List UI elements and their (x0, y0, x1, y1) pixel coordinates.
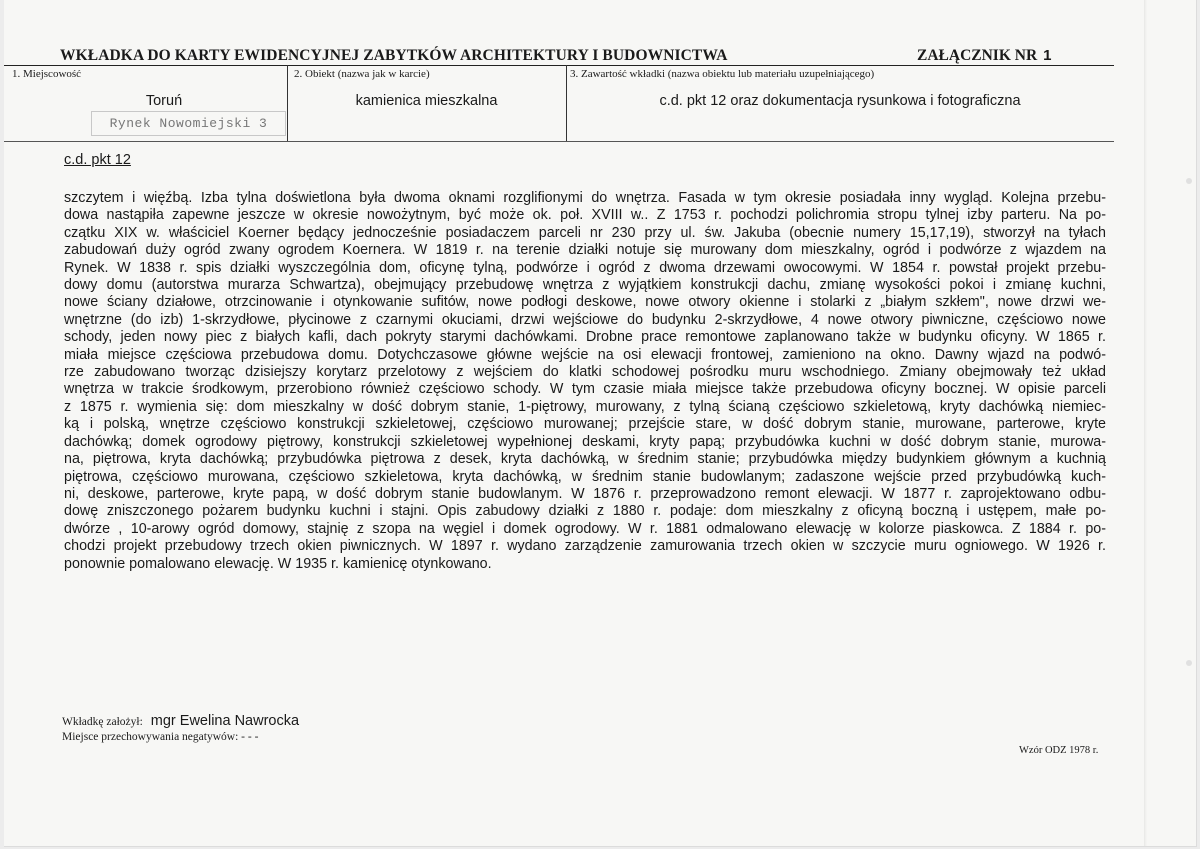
field-value-locality: Toruń (145, 93, 183, 109)
body-line: dachówką; domek ogrodowy piętrowy, konstrukcji szkieletowej wypełnionej deskami, kryty papą; przybudówka kuchni w dość dobrym stanie, murowa- (64, 433, 1106, 450)
body-line: ponownie pomalowano elewację. W 1935 r. kamienicę otynkowano. (64, 555, 492, 572)
field-value-contents: c.d. pkt 12 oraz dokumentacja rysunkowa i fotograficzna (659, 93, 1021, 109)
author-line (62, 713, 299, 729)
body-line: chodzi projekt przebudowy trzech okien piwnicznych. W 1897 r. wydano zarządzenie zamurowania trzech okien w szczycie muru ogniowego. W 1926 r. (64, 538, 1106, 555)
body-line: ką i polską, wnętrze częściowo konstrukcji szkieletowej, częściowo murowanej; przejście stare, w dość dobrym stanie, murowane, parterowe, kryte (64, 416, 1106, 433)
body-line: na, piętrowa, kryta dachówką; przybudówka piętrowa z desek, kryta dachówką, w średnim stanie; przybudówka między budynkiem głównym a kuchnią (64, 451, 1106, 468)
author-value: mgr Ewelina Nawrocka (150, 713, 300, 729)
body-line: szczytem i więźbą. Izba tylna doświetlona była dwoma oknami rozglifionymi do wnętrza. Fasada w tym okresie posiadała inny wygląd. Kolejna przebu- (64, 190, 1106, 206)
negatives-line (62, 731, 258, 743)
author-label: Wkładkę założył: (62, 716, 143, 728)
body-line: dowę zniszczonego pożarem budynku kuchni i stajni. Opis zabudowy działki z 1880 r. podaje: dom mieszkalny z oficyną boczną i ustępem, małe po- (64, 503, 1106, 520)
field-label-object: 2. Obiekt (nazwa jak w karcie) (294, 68, 430, 80)
field-label-locality: 1. Miejscowość (12, 68, 82, 80)
body-line: Rynek. W 1838 r. spis działki wyszczególnia dom, oficynę tylną, podwórze i ogród z dwoma drzewami owocowymi. W 1854 r. powstał projekt przebu- (64, 259, 1106, 276)
field-label-contents: 3. Zawartość wkładki (nazwa obiektu lub materiału uzupełniającego) (570, 68, 875, 80)
paper-fold (1144, 0, 1147, 846)
negatives-value: - - - (241, 731, 259, 743)
form-sheet (4, 0, 1197, 847)
body-line: schody, jeden nowy piec z białych kafli, dach pokryty starymi dachówkami. Drobne prace remontowe zaplanowano także w budynku oficyny. W 1865 r. (64, 329, 1106, 346)
address-stamp: Rynek Nowomiejski 3 (91, 111, 286, 136)
form-title: WKŁADKA DO KARTY EWIDENCYJNEJ ZABYTKÓW ARCHITEKTURY I BUDOWNICTWA (60, 47, 728, 64)
annex-label (917, 47, 1051, 65)
body-line: piętrowa, częściowo murowana, częściowo szkieletowa, kryta dachówką, w średnim stanie budowlanym; zadaszone wejście przed przybudówką kuch- (64, 468, 1106, 485)
binder-hole (1186, 660, 1192, 666)
body-line: rze zabudowano tworząc dzisiejszy korytarz przelotowy z wejściem do klatki schodowej pośrodku muru wschodniego. Zmiany obejmowały też układ (64, 364, 1106, 381)
body-line: dowa nastąpiła zapewne jeszcze w okresie nowożytnym, być może ok. poł. XVIII w.. Z 1753 r. pochodzi polichromia stropu tylnej izby parteru. Na po- (64, 207, 1106, 224)
annex-number: 1 (1043, 47, 1052, 64)
binder-hole (1186, 178, 1192, 184)
body-line: ni, deskowe, parterowe, kryte papą, w dość dobrym stanie budowlanym. W 1876 r. przeprowadzono remont elewacji. W 1877 r. zaprojektowano odbu- (64, 485, 1106, 502)
body-line: zabudowań duży ogród zwany ogrodem Koernera. W 1819 r. na terenie działki notuje się murowany dom mieszkalny, ogród i podwórze z wjazdem na (64, 242, 1106, 259)
body-line: dowy domu (autorstwa murarza Schwartza), obejmujący przebudowę wnętrza z wyjątkiem konstrukcji dachu, zmianę wysokości pokoi i zmianę kuchni, (64, 277, 1106, 294)
field-divider (566, 65, 567, 141)
form-pattern: Wzór ODZ 1978 r. (1019, 745, 1099, 756)
body-line: wnętrzne (do izb) 1-skrzydłowe, płycinowe z czarnymi okuciami, drzwi wejściowe do budynku 2-skrzydłowe, 4 nowe otwory piwniczne, częściowo nowe (64, 311, 1106, 328)
body-line: dwórze , 10-arowy ogród domowy, stajnię z szopa na węgiel i domek ogrodowy. W r. 1881 odmalowano elewację w kolorze piaskowca. Z 1884 r. po- (64, 520, 1106, 537)
body-line: z 1875 r. wymienia się: dom mieszkalny w dość dobrym stanie, 1-piętrowy, murowany, z tylną ścianą częściowo szkieletową, kryty dachówką niemiec- (64, 398, 1106, 415)
body-line: wnętrza w trakcie środkowym, przerobiono również częściowo schody. W tym czasie miała miejsce także przebudowa oficyny bocznej. W opisie parceli (64, 381, 1106, 398)
body-line: miała miejsce częściowa przebudowa domu. Dotychczasowe główne wejście na osi elewacji frontowej, zamieniono na okno. Dawny wjazd na podwó- (64, 346, 1106, 363)
header-rule (4, 65, 1114, 66)
body-line: nowe ściany działowe, otrzcinowanie i otynkowanie sufitów, nowe podłogi deskowe, nowe otwory okienne i stolarki z „białym szkłem", nowe drzwi we- (64, 294, 1106, 311)
field-value-object: kamienica mieszkalna (355, 93, 498, 109)
body-text (64, 190, 1106, 573)
section-title: c.d. pkt 12 (64, 152, 131, 168)
body-line: czątku XIX w. właściciel Koerner będący jednocześnie posiadaczem parceli nr 230 przy ul. św. Jakuba (obecnie numery 15,17,19), stworzył na tyłach (64, 224, 1106, 241)
field-divider (287, 65, 288, 141)
fields-bottom-rule (4, 141, 1114, 142)
annex-label-text: ZAŁĄCZNIK NR (917, 47, 1038, 64)
negatives-label: Miejsce przechowywania negatywów: (62, 731, 239, 743)
